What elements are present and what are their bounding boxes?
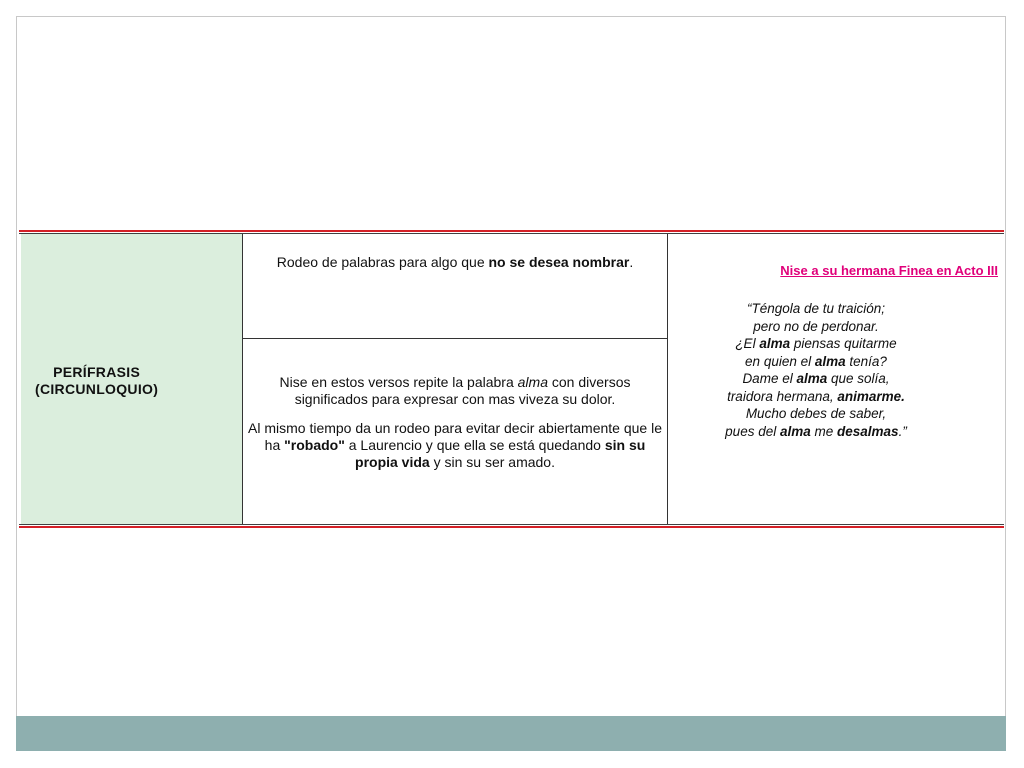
v8a: pues del: [725, 423, 780, 439]
figure-table: [19, 230, 1004, 530]
term-line-2: (CIRCUNLOQUIO): [35, 381, 159, 397]
verse-line-1: “Téngola de tu traición;: [746, 301, 886, 316]
verse-line-3: [668, 335, 964, 353]
v6b: animarme: [837, 388, 902, 404]
v4a: en quien el: [745, 353, 815, 369]
v6a: traidora hermana,: [727, 388, 838, 404]
definition-text: [243, 254, 667, 270]
expl-p2-bold-2: sin su propia vida: [355, 437, 646, 470]
expl-p1-b: con diversos significados para expresar con mas viveza su dolor.: [294, 374, 631, 407]
verse-line-7: Mucho debes de saber,: [745, 406, 887, 421]
verse-line-2: pero no de perdonar.: [753, 318, 879, 334]
v8d: desalmas: [837, 423, 899, 439]
v5b: alma: [796, 371, 828, 386]
v8c: me: [810, 423, 838, 439]
verse-line-8: [668, 423, 964, 441]
v3c: piensas quitarme: [790, 336, 897, 351]
footer-band: [16, 716, 1006, 751]
v3b: alma: [759, 336, 791, 351]
v6c: .: [901, 388, 905, 404]
expl-p1-a: Nise en estos versos repite la palabra: [279, 374, 518, 390]
v4c: tenía?: [845, 353, 887, 369]
top-red-rule: [19, 230, 1004, 232]
term-line-1: PERÍFRASIS: [53, 364, 141, 380]
explanation-p1: [243, 374, 667, 408]
verse-line-4: [668, 353, 964, 371]
v5c: que solía,: [827, 371, 890, 386]
v8b: alma: [779, 423, 811, 439]
expl-p2-a: Al mismo tiempo da un rodeo para evitar decir abiertamente que le ha: [248, 420, 662, 453]
v5a: Dame el: [742, 371, 797, 386]
term-label: [35, 364, 158, 398]
bottom-dark-rule: [19, 524, 1004, 525]
def-after: .: [629, 254, 634, 270]
middle-divider: [243, 338, 667, 339]
verse-line-6: [668, 388, 964, 406]
bottom-red-rule: [19, 526, 1004, 528]
def-bold: no se desea nombrar: [488, 254, 630, 270]
example-title: Nise a su hermana Finea en Acto III: [780, 263, 998, 278]
v3a: ¿El: [735, 336, 760, 351]
expl-p2-e: y sin su ser amado.: [429, 454, 555, 470]
explanation-text: [243, 374, 667, 483]
def-before: Rodeo de palabras para algo que: [276, 254, 489, 270]
v8e: .”: [898, 423, 907, 439]
expl-p1-italic: alma: [517, 374, 548, 390]
term-cell: [21, 234, 243, 524]
expl-p2-bold-1: "robado": [284, 437, 345, 453]
verse-line-5: [668, 370, 964, 388]
v4b: alma: [814, 353, 846, 369]
example-verse: [668, 300, 998, 440]
explanation-p2: [243, 420, 667, 471]
expl-p2-c: a Laurencio y que ella se está quedando: [344, 437, 605, 453]
